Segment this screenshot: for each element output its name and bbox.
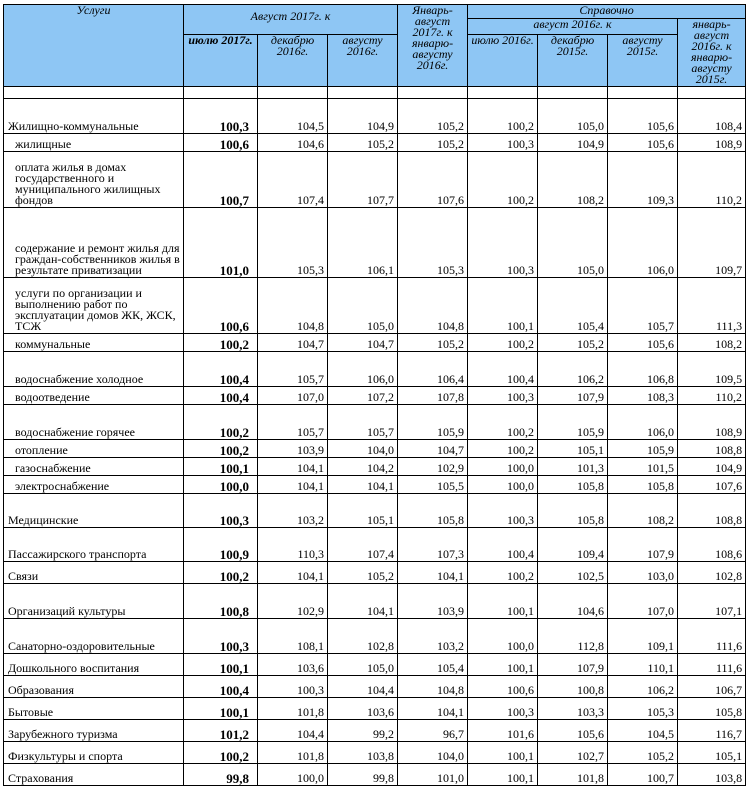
row-value: 107,9 — [608, 528, 678, 562]
row-value: 107,6 — [398, 152, 468, 208]
table-row — [4, 134, 746, 152]
row-value: 104,5 — [258, 99, 328, 134]
row-value: 100,8 — [538, 676, 608, 698]
table-row — [4, 152, 746, 208]
row-value: 100,2 — [184, 562, 258, 584]
row-value: 100,3 — [468, 698, 538, 720]
row-label: Физкультуры и спорта — [4, 742, 184, 764]
row-value: 104,1 — [328, 476, 398, 494]
row-value: 104,7 — [258, 334, 328, 352]
row-value: 100,1 — [184, 458, 258, 476]
row-value: 108,9 — [678, 405, 746, 440]
row-value: 104,9 — [538, 134, 608, 152]
row-value: 107,4 — [328, 528, 398, 562]
row-value: 100,2 — [184, 405, 258, 440]
row-value: 103,8 — [328, 742, 398, 764]
row-value: 102,9 — [258, 584, 328, 619]
row-value: 104,1 — [398, 562, 468, 584]
table-row — [4, 494, 746, 528]
row-value: 105,7 — [258, 405, 328, 440]
row-value: 106,7 — [678, 676, 746, 698]
row-label: водоснабжение холодное — [4, 352, 184, 387]
row-value: 104,1 — [328, 584, 398, 619]
row-label: Пассажирского транспорта — [4, 528, 184, 562]
row-value: 108,1 — [258, 619, 328, 654]
row-value: 100,1 — [184, 654, 258, 676]
row-value: 107,8 — [398, 387, 468, 405]
row-value: 105,6 — [608, 334, 678, 352]
row-value: 106,0 — [328, 352, 398, 387]
row-value: 105,4 — [538, 278, 608, 334]
row-value: 109,1 — [608, 619, 678, 654]
table-row — [4, 698, 746, 720]
row-value: 104,9 — [328, 99, 398, 134]
row-value: 103,9 — [398, 584, 468, 619]
row-value: 106,0 — [608, 405, 678, 440]
row-value: 105,2 — [398, 334, 468, 352]
row-value: 100,3 — [468, 134, 538, 152]
header-aug2016: августу 2016г. — [328, 35, 398, 87]
row-value: 109,4 — [538, 528, 608, 562]
row-value: 111,6 — [678, 654, 746, 676]
table-row — [4, 619, 746, 654]
row-value: 110,2 — [678, 152, 746, 208]
row-label: Зарубежного туризма — [4, 720, 184, 742]
row-value: 104,1 — [258, 458, 328, 476]
header-jul2017: июлю 2017г. — [184, 35, 258, 87]
row-value: 100,7 — [608, 764, 678, 786]
row-value: 103,2 — [258, 494, 328, 528]
row-value: 105,7 — [608, 278, 678, 334]
row-value: 108,8 — [678, 494, 746, 528]
row-value: 106,2 — [608, 676, 678, 698]
row-label: Жилищно-коммунальные — [4, 99, 184, 134]
table-row — [4, 278, 746, 334]
row-value: 106,8 — [608, 352, 678, 387]
row-value: 104,7 — [328, 334, 398, 352]
row-value: 110,1 — [608, 654, 678, 676]
row-value: 107,6 — [678, 476, 746, 494]
row-value: 96,7 — [398, 720, 468, 742]
row-value: 108,2 — [538, 152, 608, 208]
row-value: 105,8 — [398, 494, 468, 528]
row-value: 106,4 — [398, 352, 468, 387]
row-value: 101,6 — [468, 720, 538, 742]
table-row — [4, 720, 746, 742]
row-value: 100,1 — [468, 742, 538, 764]
row-value: 101,5 — [608, 458, 678, 476]
row-value: 102,8 — [328, 619, 398, 654]
header-aug2016-to: август 2016г. к — [468, 19, 678, 35]
row-value: 105,7 — [328, 405, 398, 440]
row-value: 100,1 — [184, 698, 258, 720]
row-value: 101,8 — [258, 742, 328, 764]
row-value: 105,8 — [678, 698, 746, 720]
row-value: 102,5 — [538, 562, 608, 584]
table-row — [4, 654, 746, 676]
row-label: оплата жилья в домах государственного и муниципального жилищных фондов — [4, 152, 184, 208]
row-value: 100,2 — [468, 405, 538, 440]
table-row — [4, 562, 746, 584]
row-value: 103,8 — [678, 764, 746, 786]
row-label: водоснабжение горячее — [4, 405, 184, 440]
row-value: 112,8 — [538, 619, 608, 654]
row-value: 106,2 — [538, 352, 608, 387]
row-value: 105,2 — [398, 99, 468, 134]
row-value: 100,1 — [468, 584, 538, 619]
row-value: 107,9 — [538, 654, 608, 676]
row-value: 100,0 — [258, 764, 328, 786]
row-value: 105,8 — [538, 476, 608, 494]
row-value: 101,8 — [538, 764, 608, 786]
table-row — [4, 584, 746, 619]
row-value: 105,3 — [608, 698, 678, 720]
row-value: 104,0 — [328, 440, 398, 458]
row-value: 100,2 — [468, 99, 538, 134]
row-value: 100,6 — [184, 278, 258, 334]
row-value: 104,4 — [258, 720, 328, 742]
row-value: 105,6 — [608, 134, 678, 152]
table-row — [4, 476, 746, 494]
row-value: 105,6 — [608, 99, 678, 134]
row-value: 104,5 — [608, 720, 678, 742]
row-value: 99,8 — [328, 764, 398, 786]
row-value: 108,8 — [678, 440, 746, 458]
header-dec2016: декабрю 2016г. — [258, 35, 328, 87]
row-label: водоотведение — [4, 387, 184, 405]
row-value: 106,1 — [328, 208, 398, 278]
row-value: 100,2 — [468, 152, 538, 208]
row-value: 105,9 — [608, 440, 678, 458]
row-value: 100,1 — [468, 764, 538, 786]
table-row — [4, 676, 746, 698]
row-value: 108,9 — [678, 134, 746, 152]
row-value: 100,0 — [468, 458, 538, 476]
row-value: 105,7 — [258, 352, 328, 387]
row-value: 103,2 — [398, 619, 468, 654]
row-value: 107,0 — [608, 584, 678, 619]
row-value: 104,0 — [398, 742, 468, 764]
row-value: 106,0 — [608, 208, 678, 278]
price-index-table — [3, 4, 746, 786]
row-value: 105,1 — [678, 742, 746, 764]
row-value: 105,8 — [538, 494, 608, 528]
row-value: 101,2 — [184, 720, 258, 742]
row-label: коммунальные — [4, 334, 184, 352]
row-value: 110,2 — [678, 387, 746, 405]
row-label: Страхования — [4, 764, 184, 786]
row-label: Медицинские — [4, 494, 184, 528]
row-label: Бытовые — [4, 698, 184, 720]
row-value: 105,6 — [538, 720, 608, 742]
table-row — [4, 99, 746, 134]
row-value: 100,0 — [468, 619, 538, 654]
row-value: 101,0 — [184, 208, 258, 278]
row-value: 104,4 — [328, 676, 398, 698]
table-row — [4, 208, 746, 278]
row-value: 104,9 — [678, 458, 746, 476]
row-value: 104,1 — [258, 562, 328, 584]
row-label: Санаторно-оздоровительные — [4, 619, 184, 654]
row-value: 100,3 — [468, 494, 538, 528]
row-value: 100,6 — [468, 676, 538, 698]
row-value: 100,2 — [184, 742, 258, 764]
row-value: 105,0 — [538, 208, 608, 278]
row-value: 109,3 — [608, 152, 678, 208]
row-value: 105,0 — [328, 654, 398, 676]
row-value: 111,3 — [678, 278, 746, 334]
row-value: 105,5 — [398, 476, 468, 494]
row-value: 100,3 — [468, 208, 538, 278]
header-dec2015: декабрю 2015г. — [538, 35, 608, 87]
row-value: 105,9 — [398, 405, 468, 440]
row-value: 103,6 — [258, 654, 328, 676]
row-label: Связи — [4, 562, 184, 584]
row-value: 100,1 — [468, 278, 538, 334]
row-value: 100,3 — [184, 619, 258, 654]
row-value: 105,3 — [398, 208, 468, 278]
row-value: 100,2 — [184, 334, 258, 352]
row-value: 104,8 — [258, 278, 328, 334]
table-row — [4, 528, 746, 562]
row-label: содержание и ремонт жилья для граждан-собственников жилья в результате приватизации — [4, 208, 184, 278]
row-value: 100,7 — [184, 152, 258, 208]
table-row — [4, 458, 746, 476]
header-jan-aug-2016: январь-август 2016г. к январю-августу 2015г. — [678, 19, 746, 87]
row-value: 100,4 — [468, 528, 538, 562]
row-value: 103,9 — [258, 440, 328, 458]
row-value: 102,9 — [398, 458, 468, 476]
row-value: 104,1 — [258, 476, 328, 494]
row-value: 103,0 — [608, 562, 678, 584]
row-value: 100,4 — [184, 352, 258, 387]
row-value: 105,1 — [328, 494, 398, 528]
row-value: 105,3 — [258, 208, 328, 278]
row-value: 107,3 — [398, 528, 468, 562]
row-value: 101,8 — [258, 698, 328, 720]
spacer-row — [4, 87, 746, 99]
row-value: 105,4 — [398, 654, 468, 676]
row-value: 101,3 — [538, 458, 608, 476]
row-value: 105,1 — [538, 440, 608, 458]
row-value: 107,4 — [258, 152, 328, 208]
row-value: 100,0 — [184, 476, 258, 494]
row-value: 100,4 — [468, 352, 538, 387]
table-row — [4, 764, 746, 786]
row-value: 105,2 — [328, 134, 398, 152]
row-value: 105,2 — [608, 742, 678, 764]
row-value: 108,2 — [608, 494, 678, 528]
table-row — [4, 742, 746, 764]
row-value: 107,2 — [328, 387, 398, 405]
row-value: 105,9 — [538, 405, 608, 440]
row-value: 100,3 — [258, 676, 328, 698]
row-value: 100,3 — [184, 99, 258, 134]
header-aug2017-to: Август 2017г. к — [184, 5, 398, 35]
data-table-container — [3, 4, 746, 786]
row-value: 100,8 — [184, 584, 258, 619]
header-jan-aug-2017: Январь-август 2017г. к январю-августу 2016г. — [398, 5, 468, 87]
row-value: 104,6 — [258, 134, 328, 152]
row-value: 105,2 — [398, 134, 468, 152]
row-value: 105,8 — [608, 476, 678, 494]
row-value: 100,3 — [184, 494, 258, 528]
header-reference: Справочно — [468, 5, 746, 19]
row-value: 100,3 — [468, 387, 538, 405]
row-value: 104,7 — [398, 440, 468, 458]
row-value: 104,8 — [398, 278, 468, 334]
row-value: 100,4 — [184, 676, 258, 698]
table-row — [4, 352, 746, 387]
row-value: 108,6 — [678, 528, 746, 562]
row-value: 102,7 — [538, 742, 608, 764]
header-aug2015: августу 2015г. — [608, 35, 678, 87]
row-value: 103,3 — [538, 698, 608, 720]
row-value: 100,4 — [184, 387, 258, 405]
row-value: 107,0 — [258, 387, 328, 405]
row-value: 100,6 — [184, 134, 258, 152]
row-value: 108,4 — [678, 99, 746, 134]
table-row — [4, 334, 746, 352]
row-value: 107,7 — [328, 152, 398, 208]
row-value: 104,2 — [328, 458, 398, 476]
row-value: 100,2 — [468, 440, 538, 458]
table-row — [4, 405, 746, 440]
row-value: 99,2 — [328, 720, 398, 742]
row-value: 116,7 — [678, 720, 746, 742]
header-services: Услуги — [4, 5, 184, 87]
row-label: жилищные — [4, 134, 184, 152]
row-value: 111,6 — [678, 619, 746, 654]
row-value: 100,0 — [468, 476, 538, 494]
row-value: 107,9 — [538, 387, 608, 405]
table-row — [4, 387, 746, 405]
row-value: 104,1 — [398, 698, 468, 720]
row-value: 100,1 — [468, 654, 538, 676]
row-label: газоснабжение — [4, 458, 184, 476]
row-value: 100,2 — [468, 562, 538, 584]
row-value: 110,3 — [258, 528, 328, 562]
row-label: Дошкольного воспитания — [4, 654, 184, 676]
row-value: 109,5 — [678, 352, 746, 387]
row-value: 105,0 — [328, 278, 398, 334]
row-value: 104,8 — [398, 676, 468, 698]
row-value: 100,9 — [184, 528, 258, 562]
row-label: Образования — [4, 676, 184, 698]
table-row — [4, 440, 746, 458]
row-label: отопление — [4, 440, 184, 458]
row-label: услуги по организации и выполнению работ по эксплуатации домов ЖК, ЖСК, ТСЖ — [4, 278, 184, 334]
row-value: 105,0 — [538, 99, 608, 134]
row-label: электроснабжение — [4, 476, 184, 494]
row-label: Организаций культуры — [4, 584, 184, 619]
row-value: 108,2 — [678, 334, 746, 352]
row-value: 102,8 — [678, 562, 746, 584]
row-value: 101,0 — [398, 764, 468, 786]
row-value: 104,6 — [538, 584, 608, 619]
row-value: 100,2 — [468, 334, 538, 352]
row-value: 99,8 — [184, 764, 258, 786]
table-body — [4, 87, 746, 786]
row-value: 108,3 — [608, 387, 678, 405]
row-value: 105,2 — [328, 562, 398, 584]
row-value: 105,2 — [538, 334, 608, 352]
row-value: 109,7 — [678, 208, 746, 278]
row-value: 100,2 — [184, 440, 258, 458]
header-jul2016: июлю 2016г. — [468, 35, 538, 87]
row-value: 103,6 — [328, 698, 398, 720]
row-value: 107,1 — [678, 584, 746, 619]
